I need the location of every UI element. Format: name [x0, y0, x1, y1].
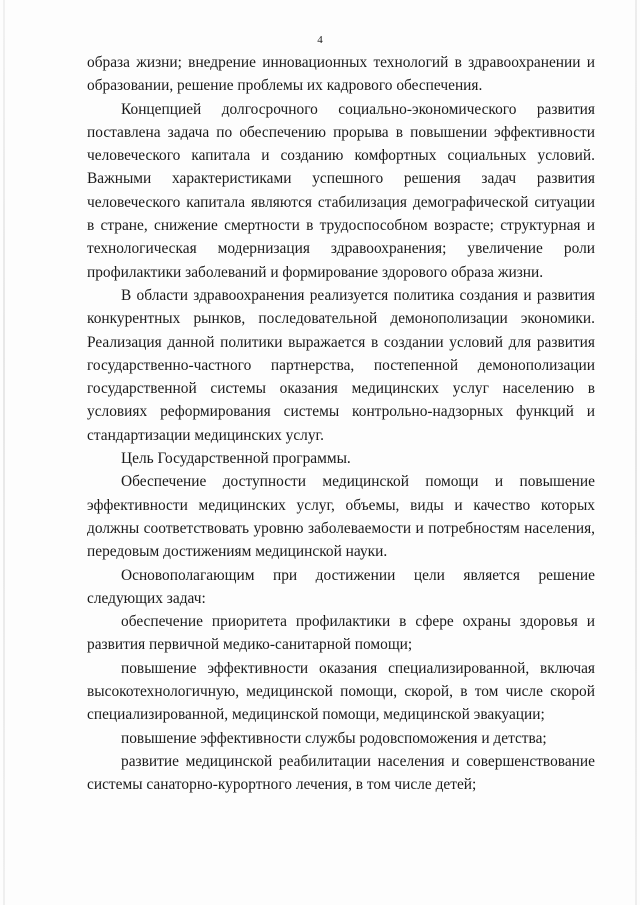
body-text [87, 51, 595, 797]
list-item: повышение эффективности оказания специализированной, включая высокотехнологичную, медицинской помощи, скорой, в том числе скорой специализированной, медицинской помощи, медицинской эвакуации; [87, 659, 595, 724]
paragraph: Цель Государственной программы. [121, 450, 351, 468]
paragraph: В области здравоохранения реализуется политика создания и развития конкурентных рынков, последовательной демонополизации экономики. Реализация данной политики выражается в создании условий для развития государственно-частного партнерства, постепенной демонополизации государственной системы оказания медицинских услуг населению в условиях реформирования системы контрольно-надзорных функций и стандартизации медицинских услуг. [87, 286, 595, 444]
list-item: обеспечение приоритета профилактики в сфере охраны здоровья и развития первичной медико-санитарной помощи; [87, 613, 595, 654]
paragraph: Концепцией долгосрочного социально-экономического развития поставлена задача по обеспечению прорыва в повышении эффективности человеческого капитала и созданию комфортных социальных условий. Важными характеристиками успешного решения задач развития человеческого капитала являются стабилизация демографической ситуации в стране, снижение смертности в трудоспособном возрасте; структурная и технологическая модернизация здравоохранения; увеличение роли профилактики заболеваний и формирование здорового образа жизни. [87, 100, 595, 281]
list-item: развитие медицинской реабилитации населения и совершенствование системы санаторно-курортного лечения, в том числе детей; [87, 752, 595, 794]
paragraph: образа жизни; внедрение инновационных технологий в здравоохранении и образовании, решение проблемы их кадрового обеспечения. [87, 54, 595, 95]
paragraph: Обеспечение доступности медицинской помощи и повышение эффективности медицинских услуг, объемы, виды и качество которых должны соответствовать уровню заболеваемости и потребностям населения, передовым достижениям медицинской науки. [87, 473, 595, 561]
page-number: 4 [317, 34, 323, 46]
paragraph: Основополагающим при достижении цели является решение следующих задач: [87, 566, 595, 607]
list-item: повышение эффективности службы родовспоможения и детства; [121, 729, 547, 747]
scan-edge-left [3, 0, 5, 905]
scan-edge-right [635, 0, 637, 905]
